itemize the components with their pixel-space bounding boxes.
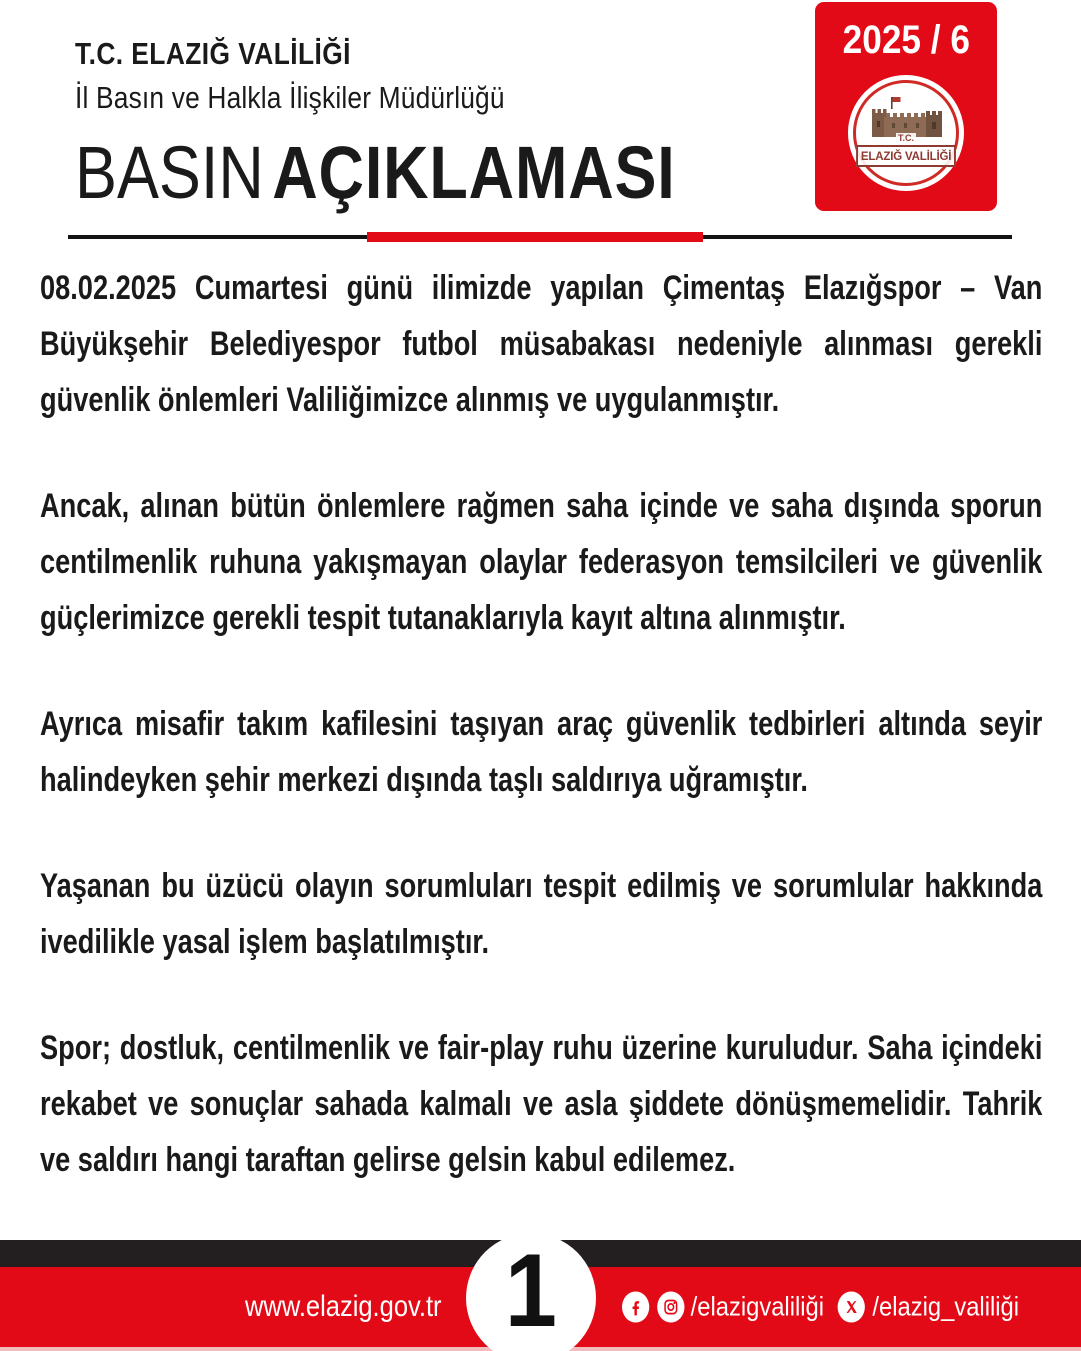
divider-red-segment — [367, 232, 703, 242]
body-paragraph: 08.02.2025 Cumartesi günü ilimizde yapılan Çimentaş Elazığspor – Van Büyükşehir Belediyespor futbol müsabakası nedeniyle alınması gerekli güvenlik önlemleri Valiliğimizce alınmış ve uygulanmıştır. — [40, 269, 1043, 419]
header — [75, 36, 676, 214]
issue-number: 2025 / 6 — [842, 18, 970, 62]
page-title-regular: BASIN — [75, 131, 264, 214]
website-text: www.elazig.gov.tr — [245, 1290, 442, 1323]
header-divider — [68, 231, 1012, 243]
facebook-icon — [622, 1292, 649, 1323]
issue-badge — [815, 2, 997, 211]
page-title-bold: AÇIKLAMASI — [272, 131, 676, 214]
department-name: İl Basın ve Halkla İlişkiler Müdürlüğü — [75, 80, 505, 115]
elazig-valiligi-logo — [848, 75, 964, 191]
page-title — [75, 131, 676, 214]
logo-tc-label: T.C. — [897, 133, 914, 143]
page-number: 1 — [504, 1233, 558, 1349]
facebook-instagram-handle: /elazigvaliliği — [690, 1291, 825, 1322]
x-icon — [837, 1292, 864, 1323]
x-handle: /elazig_valiliği — [872, 1291, 1020, 1322]
body-paragraph: Ancak, alınan bütün önlemlere rağmen saha içinde ve saha dışında sporun centilmenlik ruhuna yakışmayan olaylar federasyon temsilcileri ve güvenlik güçlerimizce gerekli tespit tutanaklarıyla kayıt altına alınmıştır. — [40, 487, 1043, 637]
instagram-icon — [657, 1292, 684, 1323]
organization-name: T.C. ELAZIĞ VALİLİĞİ — [75, 36, 351, 71]
social-links-row — [622, 1292, 1019, 1323]
page-number-circle — [466, 1233, 596, 1351]
body-paragraph: Yaşanan bu üzücü olayın sorumluları tespit edilmiş ve sorumlular hakkında ivedilikle yasal işlem başlatılmıştır. — [40, 867, 1043, 961]
body-paragraph: Spor; dostluk, centilmenlik ve fair-play ruhu üzerine kuruludur. Saha içindeki rekabet ve sonuçlar sahada kalmalı ve asla şiddete dönüşmemelidir. Tahrik ve saldırı hangi taraftan gelirse gelsin kabul edilemez. — [40, 1029, 1043, 1179]
logo-name-label: ELAZIĞ VALİLİĞİ — [856, 145, 956, 167]
press-release-body — [40, 260, 1042, 1238]
body-paragraph: Ayrıca misafir takım kafilesini taşıyan araç güvenlik tedbirleri altında seyir halindeyken şehir merkezi dışında taşlı saldırıya uğramıştır. — [40, 705, 1043, 799]
